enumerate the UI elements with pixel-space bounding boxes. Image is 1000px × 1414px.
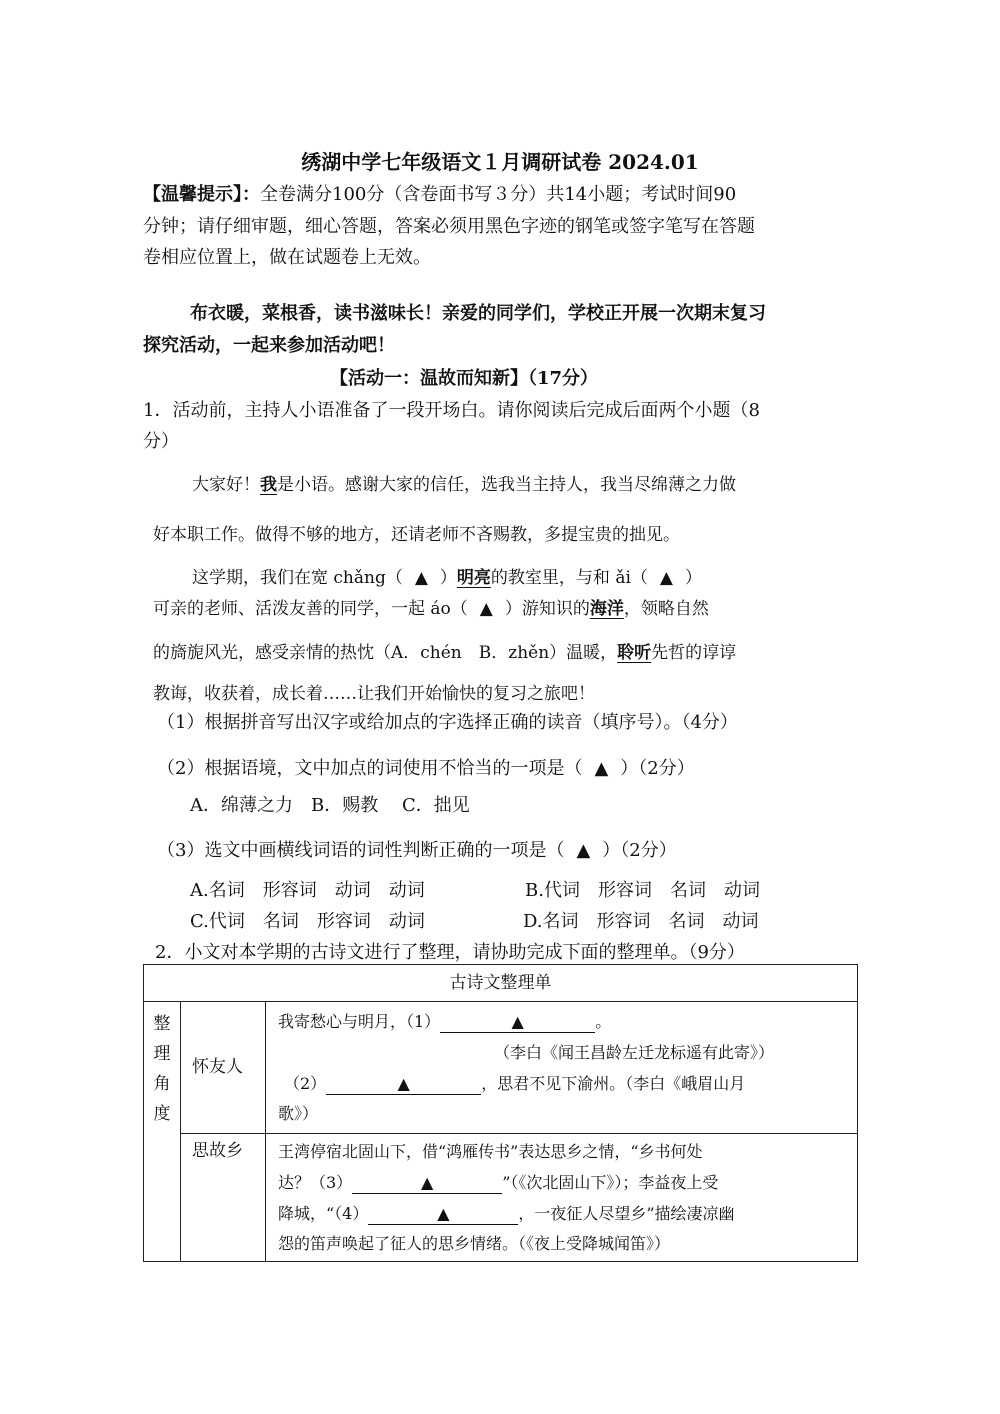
table-divider (180, 1001, 181, 1261)
q1-stem-line-2: 分） (143, 431, 179, 452)
option-D: D.名词 形容词 名词 动词 (523, 911, 759, 932)
passage-line-6: 教诲，收获着，成长着……让我们开始愉快的复习之旅吧！ (153, 684, 595, 704)
sub2-score: ）（2分） (620, 758, 695, 779)
side-label-char: 度 (153, 1104, 171, 1124)
q1-sub3 (157, 836, 677, 862)
row-label-huaiyouren: 怀友人 (192, 1057, 243, 1077)
row1-line-2: （李白《闻王昌龄左迁龙标遥有此寄》） (494, 1043, 775, 1062)
row1-line-3 (284, 1069, 745, 1098)
answer-triangle-icon: ▲ (437, 1204, 450, 1223)
option-B: B.代词 形容词 名词 动词 (525, 880, 760, 901)
underlined-word-haiyang: 海洋 (589, 599, 624, 619)
tips-line-2: 分钟；请仔细审题，细心答题，答案必须用黑色字迹的钢笔或签字笔写在答题 (143, 216, 755, 237)
row2-line-4: 怨的笛声唤起了征人的思乡情绪。（《夜上受降城闻笛》） (278, 1234, 671, 1253)
answer-triangle-icon: ▲ (414, 568, 428, 588)
tips-label: 【温馨提示】： (143, 184, 260, 205)
answer-triangle-icon: ▲ (659, 568, 673, 588)
table-divider (144, 1001, 857, 1002)
answer-blank (440, 1012, 595, 1033)
passage-text: ）游知识的 (504, 599, 590, 619)
tips-text-1: 全卷满分100分（含卷面书写３分）共14小题；考试时间90 (260, 184, 737, 205)
sub3-score: ）（2分） (602, 840, 677, 861)
side-label-char: 整 (153, 1014, 171, 1034)
q1-stem-line-1: 1．活动前，主持人小语准备了一段开场白。请你阅读后完成后面两个小题（8 (143, 400, 760, 421)
tips-line-3: 卷相应位置上，做在试题卷上无效。 (143, 247, 431, 268)
poem-text: ，思君不见下渝州。（李白《峨眉山月 (481, 1074, 746, 1093)
sub3-text: （3）选文中画横线词语的词性判断正确的一项是（ (157, 840, 565, 861)
passage-greeting: 大家好！ (192, 475, 260, 495)
intro-line-2: 探究活动，一起来参加活动吧！ (143, 335, 395, 356)
underlined-word-lingting: 聆听 (617, 643, 652, 663)
answer-triangle-icon: ▲ (479, 599, 493, 619)
exam-title: 绣湖中学七年级语文１月调研试卷 2024.01 (301, 150, 699, 174)
poem-text: ”（《次北固山下》）；李益夜上受 (502, 1173, 719, 1192)
intro-line-1: 布衣暖，菜根香，读书滋味长！亲爱的同学们，学校正开展一次期末复习 (190, 303, 766, 324)
answer-triangle-icon: ▲ (397, 1074, 410, 1093)
answer-triangle-icon: ▲ (576, 840, 591, 861)
q2-stem: 2．小文对本学期的古诗文进行了整理，请协助完成下面的整理单。（9分） (155, 942, 745, 963)
sub2-text: （2）根据语境，文中加点的词使用不恰当的一项是（ (157, 758, 583, 779)
passage-text: 的旖旎风光，感受亲情的热忱（A．chén B．zhěn）温暖， (153, 643, 618, 663)
q1-sub2-options: A．绵薄之力 B．赐教 C．拙见 (190, 795, 470, 816)
row2-line-2 (278, 1168, 718, 1197)
passage-text: 是小语。感谢大家的信任，选我当主持人，我当尽绵薄之力做 (277, 475, 736, 495)
option-C: C.代词 名词 形容词 动词 (190, 911, 425, 932)
underlined-word-mingliang: 明亮 (456, 568, 491, 588)
passage-text: 可亲的老师、活泼友善的同学，一起 áo（ (153, 599, 468, 619)
answer-blank (368, 1204, 518, 1225)
poem-text: 我寄愁心与明月，（1） (278, 1012, 441, 1031)
table-title: 古诗文整理单 (449, 973, 552, 993)
answer-blank (352, 1173, 502, 1194)
table-divider (180, 1133, 857, 1134)
passage-line-4 (153, 594, 709, 619)
option-A: A.名词 形容词 动词 动词 (190, 880, 425, 901)
passage-text: ） (684, 568, 702, 588)
classical-poetry-table (143, 964, 858, 1262)
passage-text: 这学期，我们在宽 chǎng（ (192, 568, 403, 588)
poem-text: 达？（3） (278, 1173, 353, 1192)
answer-blank (326, 1074, 481, 1095)
passage-text: 先哲的谆谆 (651, 643, 737, 663)
side-label-char: 角 (153, 1074, 171, 1094)
side-label-char: 理 (153, 1044, 171, 1064)
row2-line-1: 王湾停宿北固山下，借“鸿雁传书”表达思乡之情，“乡书何处 (278, 1142, 703, 1161)
q1-sub1: （1）根据拼音写出汉字或给加点的字选择正确的读音（填序号）。（4分） (157, 712, 738, 733)
table-divider (265, 1001, 266, 1261)
tips-line-1 (143, 180, 736, 206)
row1-line-4: 歌》） (278, 1104, 319, 1123)
underlined-word-wo: 我 (260, 475, 277, 495)
passage-text: ，领略自然 (623, 599, 709, 619)
answer-triangle-icon: ▲ (594, 758, 609, 779)
poem-text: （2） (284, 1074, 327, 1093)
row-label-siguxiang: 思故乡 (192, 1141, 243, 1161)
passage-line-1 (192, 470, 736, 495)
row1-line-1 (278, 1007, 611, 1036)
answer-triangle-icon: ▲ (511, 1012, 524, 1031)
answer-triangle-icon: ▲ (421, 1173, 434, 1192)
passage-line-2: 好本职工作。做得不够的地方，还请老师不吝赐教，多提宝贵的拙见。 (153, 525, 680, 545)
passage-text: 的教室里，与和 ǎi（ (490, 568, 648, 588)
poem-text: 。 (595, 1012, 612, 1031)
row2-line-3 (278, 1199, 735, 1228)
passage-line-5 (153, 638, 736, 663)
poem-text: 降城，“（4） (278, 1204, 369, 1223)
q1-sub2 (157, 754, 695, 780)
passage-line-3 (192, 563, 702, 588)
activity1-heading: 【活动一：温故而知新】（17分） (330, 368, 599, 389)
passage-text: ） (439, 568, 457, 588)
poem-text: ，一夜征人尽望乡”描绘凄凉幽 (518, 1204, 735, 1223)
